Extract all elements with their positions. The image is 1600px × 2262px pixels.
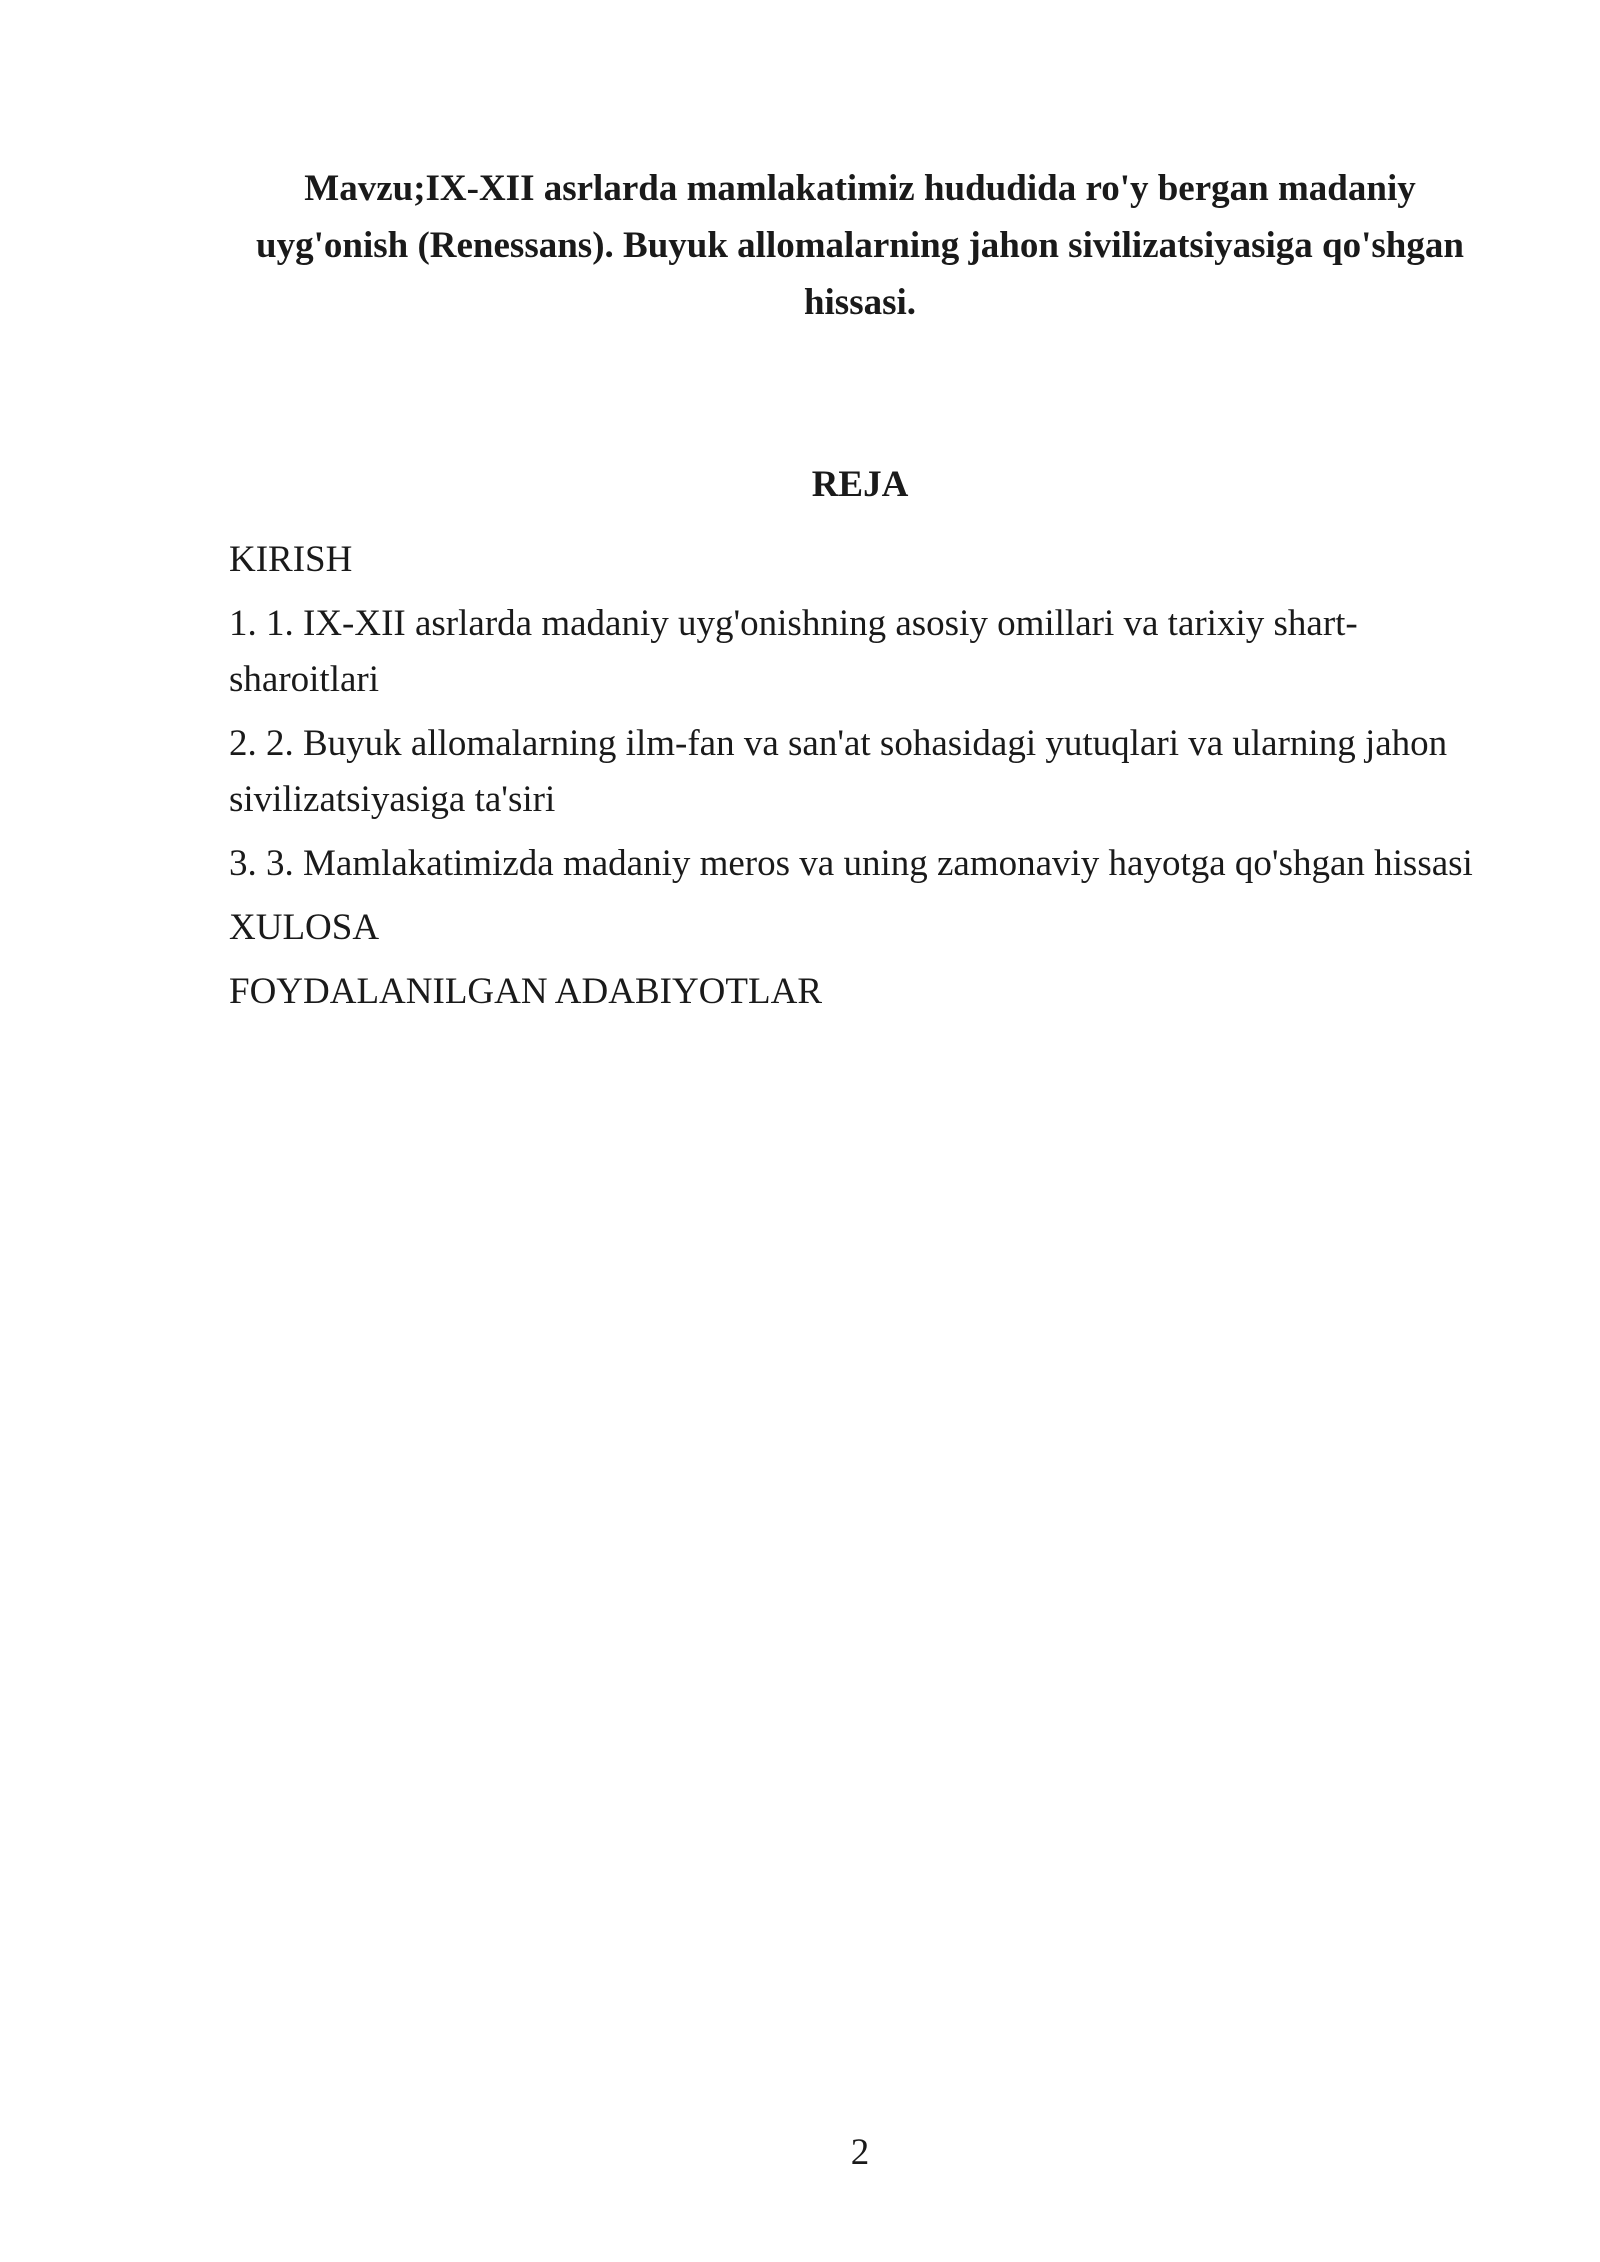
- plan-list: [229, 532, 1489, 1028]
- plan-item-references: FOYDALANILGAN ADABIYOTLAR: [229, 971, 822, 1012]
- document-title: Mavzu;IX-XII asrlarda mamlakatimiz hududida ro'y bergan madaniy uyg'onish (Renessans). Buyuk allomalarning jahon sivilizatsiyasiga qo'shgan hissasi.: [256, 168, 1464, 323]
- plan-item-1: 1. 1. IX-XII asrlarda madaniy uyg'onishning asosiy omillari va tarixiy shart-sharoitlari: [229, 603, 1358, 700]
- plan-heading: REJA: [811, 464, 909, 505]
- plan-item-introduction: KIRISH: [229, 539, 353, 580]
- plan-item-3: 3. 3. Mamlakatimizda madaniy meros va uning zamonaviy hayotga qo'shgan hissasi: [229, 843, 1473, 884]
- plan-item-conclusion: XULOSA: [229, 907, 380, 948]
- plan-item-2: 2. 2. Buyuk allomalarning ilm-fan va san'at sohasidagi yutuqlari va ularning jahon sivilizatsiyasiga ta'siri: [229, 723, 1448, 820]
- page-number: 2: [850, 2132, 870, 2173]
